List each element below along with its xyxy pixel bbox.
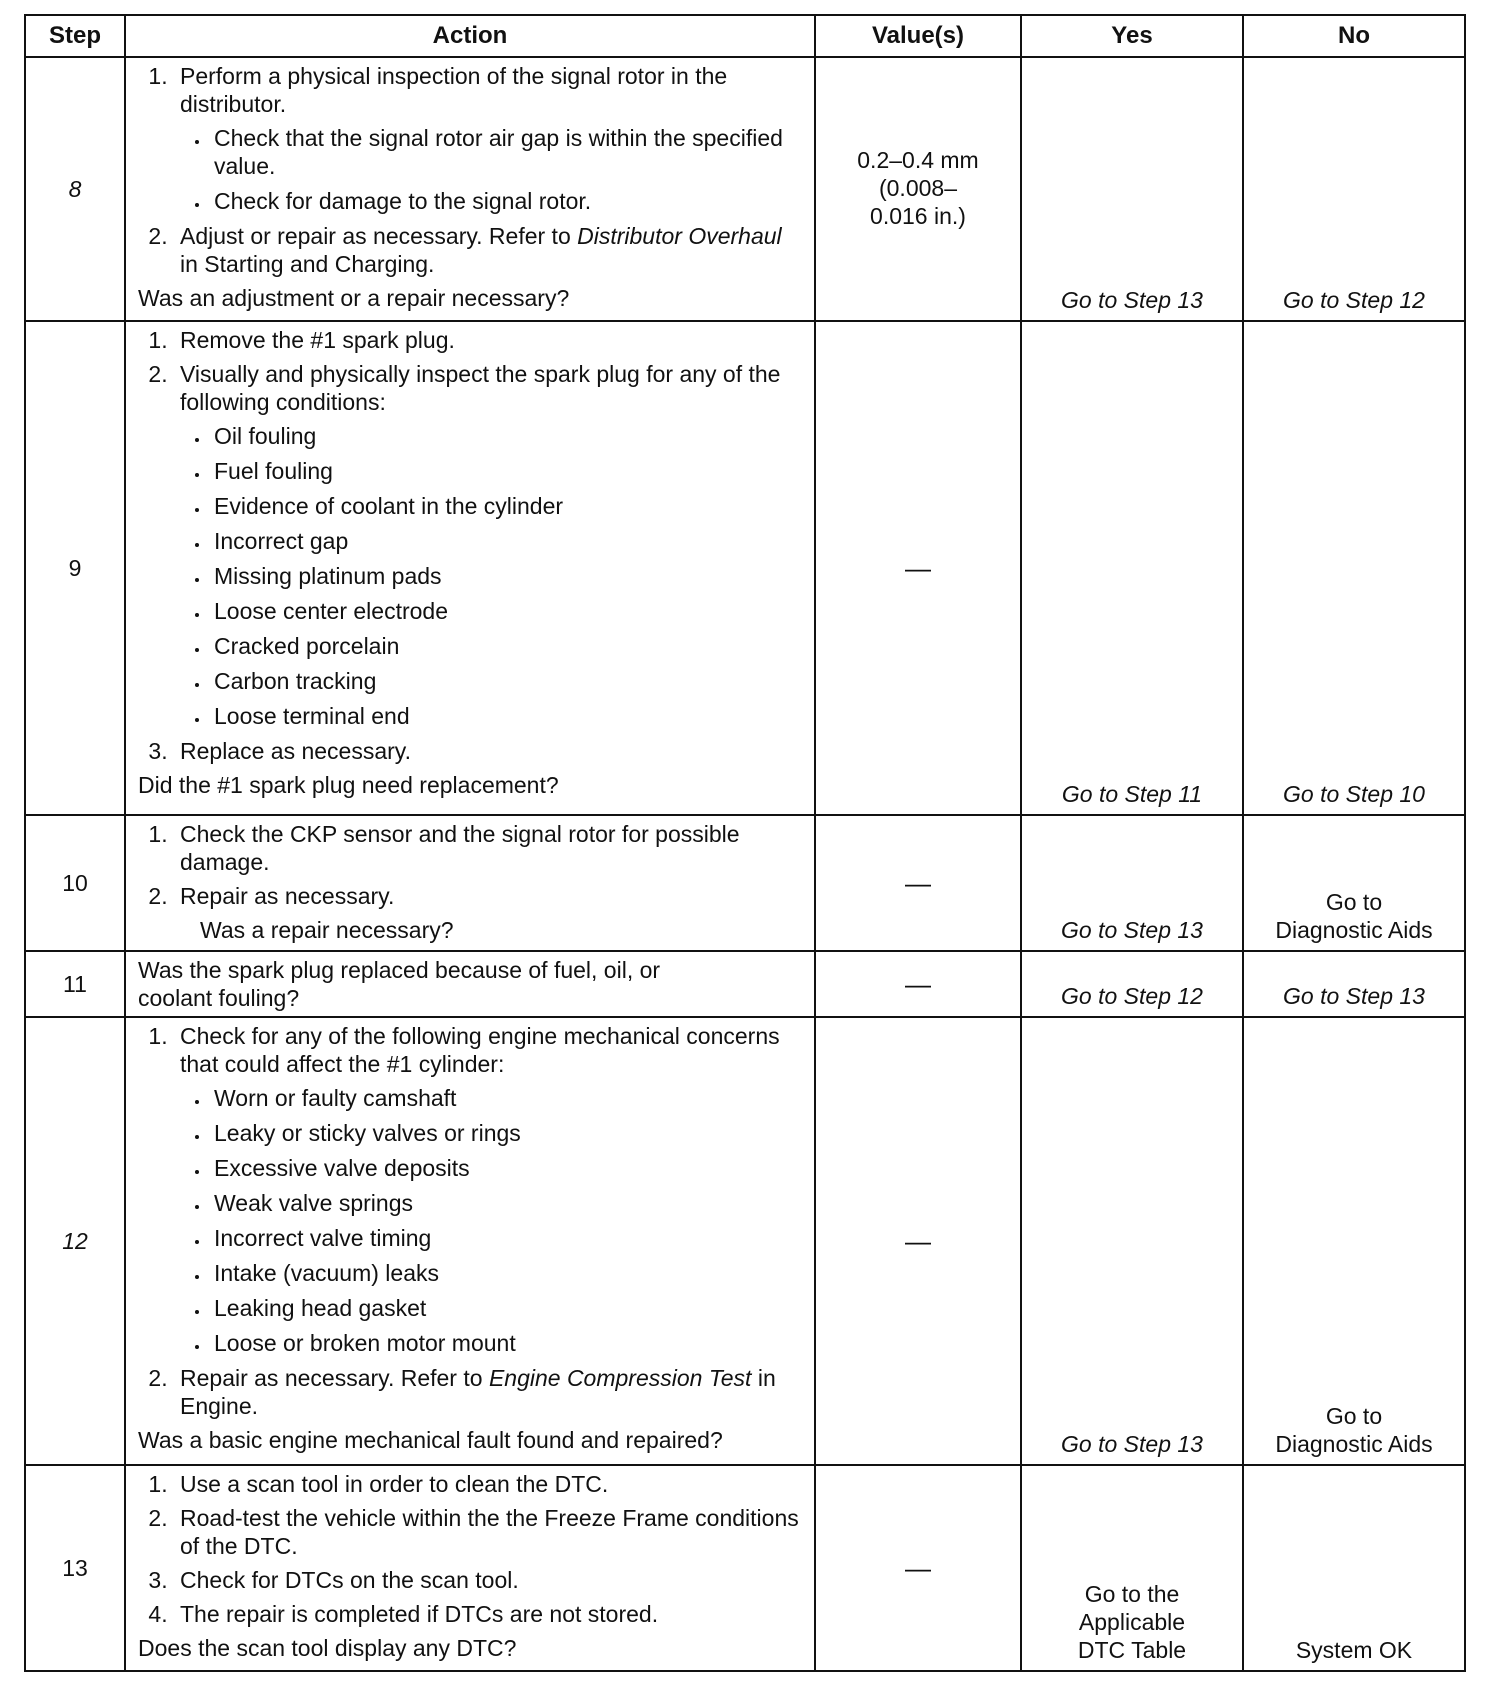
value-dash: — (905, 867, 931, 898)
value-cell (815, 1465, 1021, 1671)
action-steps (138, 62, 804, 278)
action-steps (138, 326, 804, 765)
diagnostic-table (24, 14, 1466, 1672)
value-cell (815, 1017, 1021, 1465)
no-cell[interactable]: Go to Step 12 (1243, 57, 1465, 321)
table-row-step-11 (25, 951, 1465, 1017)
step-number: 9 (25, 321, 125, 815)
condition-item: • Fuel fouling (210, 457, 804, 485)
step-number: 8 (25, 57, 125, 321)
action-item-text: in Engine. (180, 1365, 776, 1419)
header-action: Action (125, 15, 815, 57)
question-text: Was a repair necessary? (200, 917, 454, 943)
action-item-text: Repair as necessary. Refer to (180, 1365, 489, 1391)
no-cell[interactable] (1243, 1017, 1465, 1465)
condition-item: • Loose terminal end (210, 702, 804, 730)
condition-item: • Leaking head gasket (210, 1294, 804, 1322)
value-line: (0.008– (878, 175, 957, 201)
condition-list (180, 422, 804, 730)
question-text: Was an adjustment or a repair necessary? (138, 285, 570, 311)
value-dash: — (905, 968, 931, 999)
condition-list (180, 1084, 804, 1357)
action-item-text: Visually and physically inspect the spark plug for any of the following conditions: (180, 361, 781, 415)
no-cell[interactable]: Go to Step 10 (1243, 321, 1465, 815)
condition-item: • Intake (vacuum) leaks (210, 1259, 804, 1287)
action-cell (125, 321, 815, 815)
condition-item: • Incorrect valve timing (210, 1224, 804, 1252)
no-cell[interactable]: Go to Step 13 (1243, 951, 1465, 1017)
action-cell (125, 57, 815, 321)
action-item-text: in Starting and Charging. (180, 251, 435, 277)
condition-item: • Cracked porcelain (210, 632, 804, 660)
action-item (174, 222, 804, 278)
no-cell[interactable]: System OK (1243, 1465, 1465, 1671)
condition-item: • Evidence of coolant in the cylinder (210, 492, 804, 520)
action-item (174, 1022, 804, 1357)
condition-item: • Excessive valve deposits (210, 1154, 804, 1182)
condition-item: • Incorrect gap (210, 527, 804, 555)
action-cell (125, 815, 815, 951)
yes-cell[interactable]: Go to Step 13 (1021, 1017, 1243, 1465)
action-item: 4. The repair is completed if DTCs are not stored. (174, 1600, 804, 1628)
header-yes: Yes (1021, 15, 1243, 57)
table-row-step-12 (25, 1017, 1465, 1465)
question-text: Did the #1 spark plug need replacement? (138, 772, 559, 798)
no-line: Diagnostic Aids (1275, 917, 1433, 943)
condition-item: • Missing platinum pads (210, 562, 804, 590)
header-no: No (1243, 15, 1465, 57)
value-line: 0.2–0.4 mm (857, 147, 979, 173)
yes-cell[interactable]: Go to Step 11 (1021, 321, 1243, 815)
yes-line: Go to the (1084, 1581, 1180, 1607)
condition-list (180, 124, 804, 215)
action-item: 2. Road-test the vehicle within the the Freeze Frame conditions of the DTC. (174, 1504, 804, 1560)
action-item: 1. Use a scan tool in order to clean the DTC. (174, 1470, 804, 1498)
question-text: Does the scan tool display any DTC? (138, 1635, 517, 1661)
no-line: Diagnostic Aids (1275, 1431, 1433, 1457)
action-item (174, 1364, 804, 1420)
action-item: 2. Repair as necessary. (174, 882, 804, 910)
condition-item: • Loose or broken motor mount (210, 1329, 804, 1357)
value-cell (815, 57, 1021, 321)
action-steps (138, 1022, 804, 1420)
condition-item: • Leaky or sticky valves or rings (210, 1119, 804, 1147)
action-item-text: Adjust or repair as necessary. Refer to (180, 223, 578, 249)
step-number: 11 (25, 951, 125, 1017)
yes-line: Applicable (1078, 1609, 1186, 1635)
action-cell (125, 951, 815, 1017)
no-line: Go to (1325, 1403, 1383, 1429)
yes-cell[interactable] (1021, 1465, 1243, 1671)
action-steps (138, 820, 804, 910)
document-page (24, 14, 1464, 1672)
table-row-step-8 (25, 57, 1465, 321)
action-cell (125, 1017, 815, 1465)
action-cell (125, 1465, 815, 1671)
yes-cell[interactable]: Go to Step 12 (1021, 951, 1243, 1017)
action-steps (138, 1470, 804, 1628)
question-text: Was the spark plug replaced because of fuel, oil, or coolant fouling? (138, 957, 661, 1011)
question-text: Was a basic engine mechanical fault found and repaired? (138, 1427, 723, 1453)
action-item-text: Perform a physical inspection of the signal rotor in the distributor. (180, 63, 728, 117)
value-dash: — (905, 1552, 931, 1583)
header-values: Value(s) (815, 15, 1021, 57)
action-item: 1. Check the CKP sensor and the signal rotor for possible damage. (174, 820, 804, 876)
yes-line: DTC Table (1077, 1637, 1187, 1663)
table-row-step-10 (25, 815, 1465, 951)
action-item: 3. Replace as necessary. (174, 737, 804, 765)
table-row-step-13 (25, 1465, 1465, 1671)
value-dash: — (905, 552, 931, 583)
table-row-step-9 (25, 321, 1465, 815)
table-header-row (25, 15, 1465, 57)
condition-item: • Worn or faulty camshaft (210, 1084, 804, 1112)
condition-item: • Carbon tracking (210, 667, 804, 695)
action-item: 1. Remove the #1 spark plug. (174, 326, 804, 354)
condition-item: • Weak valve springs (210, 1189, 804, 1217)
step-number: 10 (25, 815, 125, 951)
value-cell (815, 815, 1021, 951)
step-number: 13 (25, 1465, 125, 1671)
condition-item: • Loose center electrode (210, 597, 804, 625)
condition-item: • Oil fouling (210, 422, 804, 450)
header-step: Step (25, 15, 125, 57)
condition-item: • Check for damage to the signal rotor. (210, 187, 804, 215)
action-item-text: Check for any of the following engine mechanical concerns that could affect the #1 cylinder: (180, 1023, 780, 1077)
no-line: Go to (1325, 889, 1383, 915)
value-cell (815, 321, 1021, 815)
action-item (174, 360, 804, 730)
action-item: 3. Check for DTCs on the scan tool. (174, 1566, 804, 1594)
value-dash: — (905, 1225, 931, 1256)
no-cell[interactable] (1243, 815, 1465, 951)
yes-cell[interactable]: Go to Step 13 (1021, 57, 1243, 321)
reference-link[interactable]: Distributor Overhaul (577, 223, 782, 249)
yes-cell[interactable]: Go to Step 13 (1021, 815, 1243, 951)
value-line: 0.016 in.) (870, 203, 966, 229)
step-number: 12 (25, 1017, 125, 1465)
condition-item: • Check that the signal rotor air gap is within the specified value. (210, 124, 804, 180)
reference-link[interactable]: Engine Compression Test (488, 1365, 752, 1391)
action-item (174, 62, 804, 215)
value-cell (815, 951, 1021, 1017)
